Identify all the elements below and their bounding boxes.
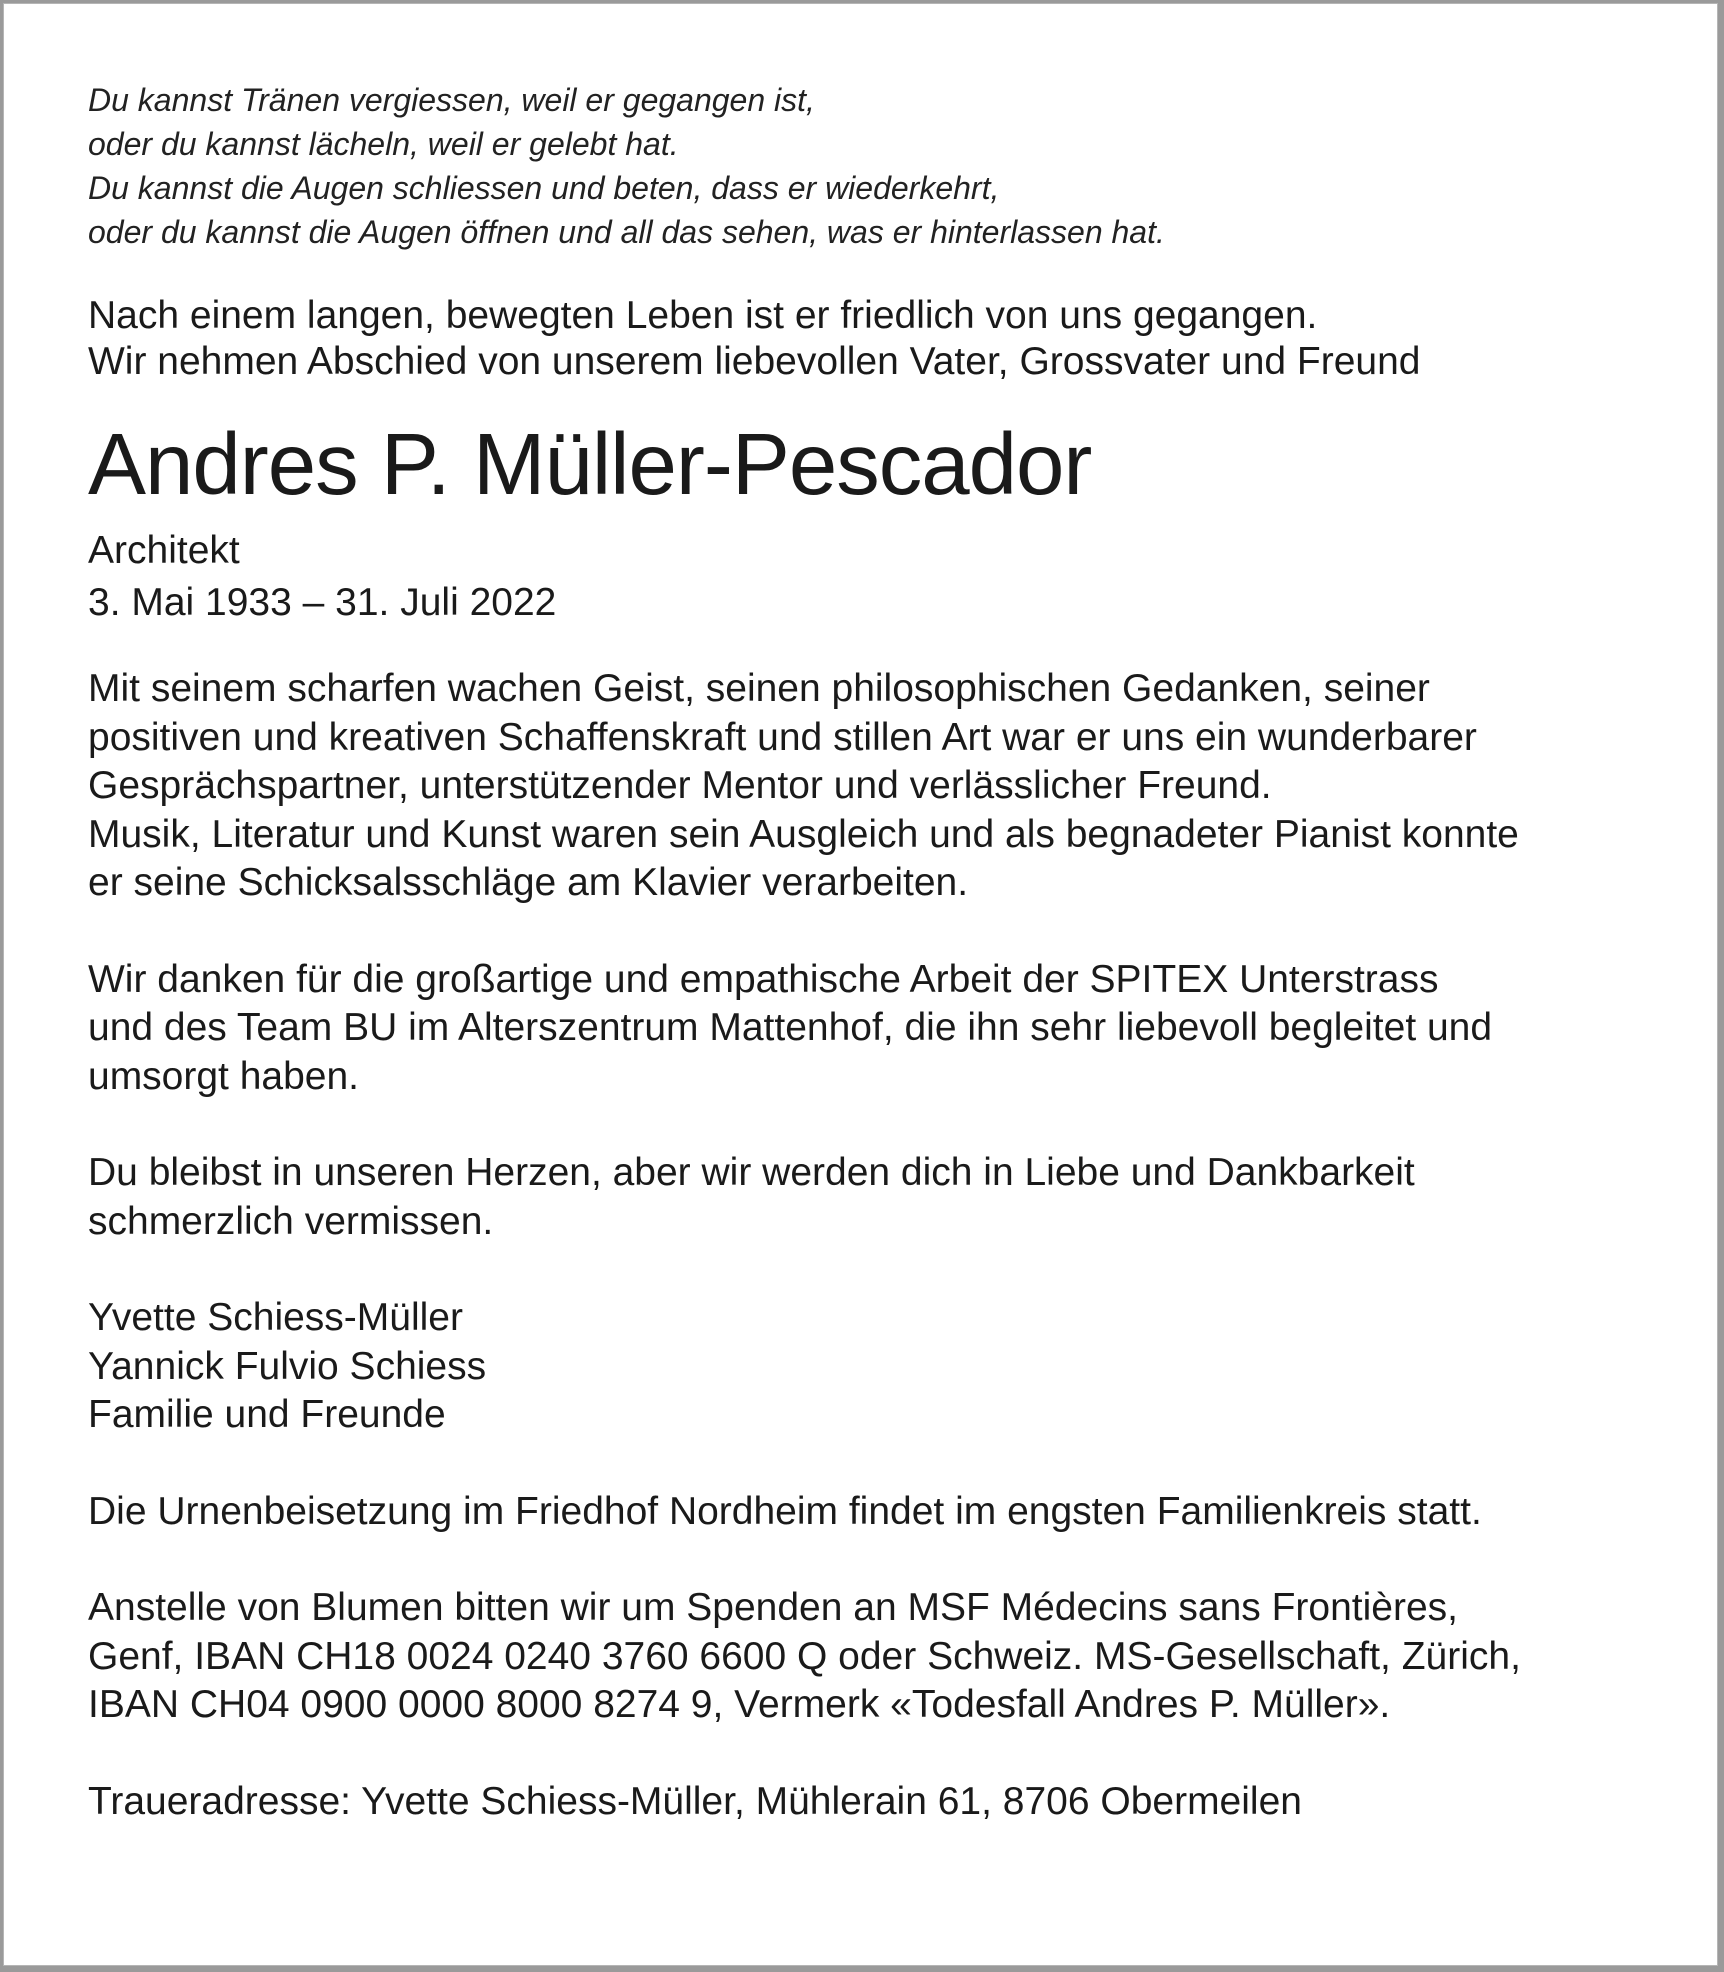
poem-line: Du kannst Tränen vergiessen, weil er gegangen ist, — [88, 82, 815, 118]
intro-line: Wir nehmen Abschied von unserem liebevollen Vater, Grossvater und Freund — [88, 340, 1421, 383]
burial-notice — [88, 1488, 1648, 1537]
signatory: Yannick Fulvio Schiess — [88, 1344, 487, 1388]
thanks-line: und des Team BU im Alterszentrum Mattenhof, die ihn sehr liebevoll begleitet und — [88, 1006, 1493, 1049]
donation-request — [88, 1584, 1648, 1730]
donation-line: Genf, IBAN CH18 0024 0240 3760 6600 Q oder Schweiz. MS-Gesellschaft, Zürich, — [88, 1634, 1521, 1678]
deceased-name: Andres P. Müller-Pescador — [88, 416, 1092, 513]
signatories — [88, 1294, 1648, 1440]
tribute-line: Gesprächspartner, unterstützender Mentor und verlässlicher Freund. — [88, 764, 1272, 807]
thanks-line: Wir danken für die großartige und empathische Arbeit der SPITEX Unterstrass — [88, 957, 1439, 1001]
poem-line: Du kannst die Augen schliessen und beten, dass er wiederkehrt, — [88, 170, 1000, 206]
tribute-line: Mit seinem scharfen wachen Geist, seinen philosophischen Gedanken, seiner — [88, 667, 1430, 710]
poem — [88, 78, 1648, 254]
tribute — [88, 665, 1648, 908]
signatory: Familie und Freunde — [88, 1393, 446, 1436]
tribute-line: positiven und kreativen Schaffenskraft und stillen Art war er uns ein wunderbarer — [88, 715, 1477, 759]
farewell — [88, 1149, 1648, 1246]
farewell-line: schmerzlich vermissen. — [88, 1199, 494, 1243]
thanks — [88, 956, 1648, 1102]
deceased-occupation: Architekt — [88, 529, 240, 572]
life-dates: 3. Mai 1933 – 31. Juli 2022 — [88, 581, 557, 624]
obituary-frame — [4, 4, 1717, 1965]
tribute-line: er seine Schicksalsschläge am Klavier verarbeiten. — [88, 861, 969, 904]
donation-line: IBAN CH04 0900 0000 8000 8274 9, Vermerk «Todesfall Andres P. Müller». — [88, 1683, 1391, 1726]
address-line: Traueradresse: Yvette Schiess-Müller, Mühlerain 61, 8706 Obermeilen — [88, 1779, 1302, 1823]
intro-line: Nach einem langen, bewegten Leben ist er friedlich von uns gegangen. — [88, 294, 1318, 337]
mourning-address — [88, 1778, 1648, 1827]
thanks-line: umsorgt haben. — [88, 1054, 360, 1098]
intro — [88, 293, 1648, 385]
tribute-line: Musik, Literatur und Kunst waren sein Ausgleich und als begnadeter Pianist konnte — [88, 812, 1519, 856]
donation-line: Anstelle von Blumen bitten wir um Spenden an MSF Médecins sans Frontières, — [88, 1586, 1458, 1629]
obituary-notice — [88, 78, 1648, 1826]
poem-line: oder du kannst lächeln, weil er gelebt hat. — [88, 126, 679, 162]
signatory: Yvette Schiess-Müller — [88, 1296, 463, 1339]
poem-line: oder du kannst die Augen öffnen und all das sehen, was er hinterlassen hat. — [88, 214, 1165, 250]
farewell-line: Du bleibst in unseren Herzen, aber wir werden dich in Liebe und Dankbarkeit — [88, 1151, 1415, 1194]
burial-line: Die Urnenbeisetzung im Friedhof Nordheim findet im engsten Familienkreis statt. — [88, 1489, 1482, 1533]
